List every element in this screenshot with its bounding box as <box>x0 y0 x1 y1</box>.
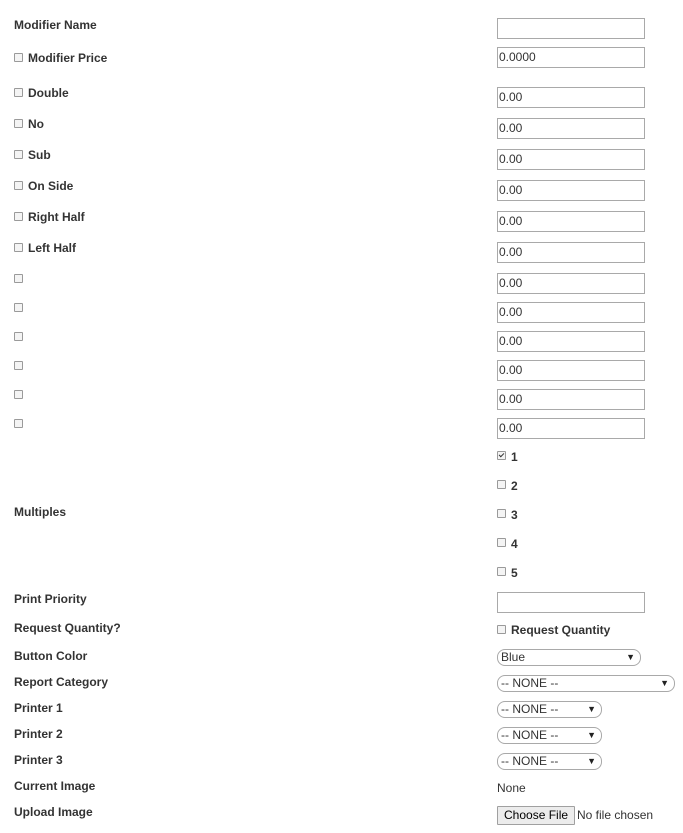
request-quantity-checkbox-label: Request Quantity <box>511 623 611 637</box>
option-price-input[interactable]: 0.00 <box>497 87 645 108</box>
multiples-label: Multiples <box>14 505 67 519</box>
option-price-input[interactable]: 0.00 <box>497 149 645 170</box>
option-label: Left Half <box>28 241 76 255</box>
option-price-input[interactable]: 0.00 <box>497 302 645 323</box>
printer2-label: Printer 2 <box>14 727 63 741</box>
print-priority-input[interactable] <box>497 592 645 613</box>
option-price-input[interactable]: 0.00 <box>497 418 645 439</box>
multiple-checkbox[interactable] <box>497 538 506 547</box>
option-label: Right Half <box>28 210 85 224</box>
option-checkbox[interactable] <box>14 181 23 190</box>
dropdown-arrow-icon: ▼ <box>587 704 596 714</box>
upload-image-label: Upload Image <box>14 805 93 819</box>
printer3-label: Printer 3 <box>14 753 63 767</box>
multiple-label: 4 <box>511 537 518 551</box>
option-price-input[interactable]: 0.00 <box>497 242 645 263</box>
printer2-value: -- NONE -- <box>501 728 559 742</box>
option-checkbox[interactable] <box>14 274 23 283</box>
multiple-label: 5 <box>511 566 518 580</box>
option-checkbox[interactable] <box>14 243 23 252</box>
button-color-value: Blue <box>501 650 526 664</box>
printer3-value: -- NONE -- <box>501 754 559 768</box>
current-image-value: None <box>497 781 526 795</box>
current-image-label: Current Image <box>14 779 96 793</box>
option-label: Double <box>28 86 69 100</box>
request-quantity-checkbox[interactable] <box>497 625 506 634</box>
dropdown-arrow-icon: ▼ <box>587 756 596 766</box>
printer1-select[interactable] <box>497 701 602 718</box>
button-color-label: Button Color <box>14 649 88 663</box>
multiple-checkbox[interactable] <box>497 480 506 489</box>
option-checkbox[interactable] <box>14 361 23 370</box>
option-price-input[interactable]: 0.00 <box>497 331 645 352</box>
modifier-name-label: Modifier Name <box>14 18 97 32</box>
printer2-select[interactable] <box>497 727 602 744</box>
option-checkbox[interactable] <box>14 390 23 399</box>
request-quantity-label: Request Quantity? <box>14 621 121 635</box>
printer3-select[interactable] <box>497 753 602 770</box>
option-price-input[interactable]: 0.00 <box>497 118 645 139</box>
dropdown-arrow-icon: ▼ <box>660 678 669 688</box>
button-color-select[interactable] <box>497 649 641 666</box>
modifier-name-input[interactable] <box>497 18 645 39</box>
option-checkbox[interactable] <box>14 88 23 97</box>
modifier-price-checkbox[interactable] <box>14 53 23 62</box>
option-checkbox[interactable] <box>14 419 23 428</box>
printer1-value: -- NONE -- <box>501 702 559 716</box>
multiple-checkbox[interactable] <box>497 509 506 518</box>
multiple-label: 2 <box>511 479 518 493</box>
option-label: Sub <box>28 148 51 162</box>
modifier-price-input[interactable]: 0.0000 <box>497 47 645 68</box>
option-price-input[interactable]: 0.00 <box>497 180 645 201</box>
report-category-select[interactable] <box>497 675 675 692</box>
print-priority-label: Print Priority <box>14 592 87 606</box>
option-checkbox[interactable] <box>14 303 23 312</box>
modifier-price-label: Modifier Price <box>28 51 108 65</box>
report-category-value: -- NONE -- <box>501 676 559 690</box>
option-checkbox[interactable] <box>14 150 23 159</box>
multiple-checkbox[interactable] <box>497 567 506 576</box>
option-price-input[interactable]: 0.00 <box>497 360 645 381</box>
multiple-checkbox[interactable] <box>497 451 506 460</box>
option-checkbox[interactable] <box>14 119 23 128</box>
dropdown-arrow-icon: ▼ <box>626 652 635 662</box>
option-label: No <box>28 117 44 131</box>
multiple-label: 3 <box>511 508 518 522</box>
option-price-input[interactable]: 0.00 <box>497 211 645 232</box>
option-checkbox[interactable] <box>14 332 23 341</box>
file-status-text: No file chosen <box>577 808 654 822</box>
option-price-input[interactable]: 0.00 <box>497 389 645 410</box>
choose-file-button[interactable]: Choose File <box>497 806 575 825</box>
report-category-label: Report Category <box>14 675 109 689</box>
dropdown-arrow-icon: ▼ <box>587 730 596 740</box>
option-price-input[interactable]: 0.00 <box>497 273 645 294</box>
printer1-label: Printer 1 <box>14 701 63 715</box>
option-label: On Side <box>28 179 74 193</box>
multiple-label: 1 <box>511 450 518 464</box>
option-checkbox[interactable] <box>14 212 23 221</box>
